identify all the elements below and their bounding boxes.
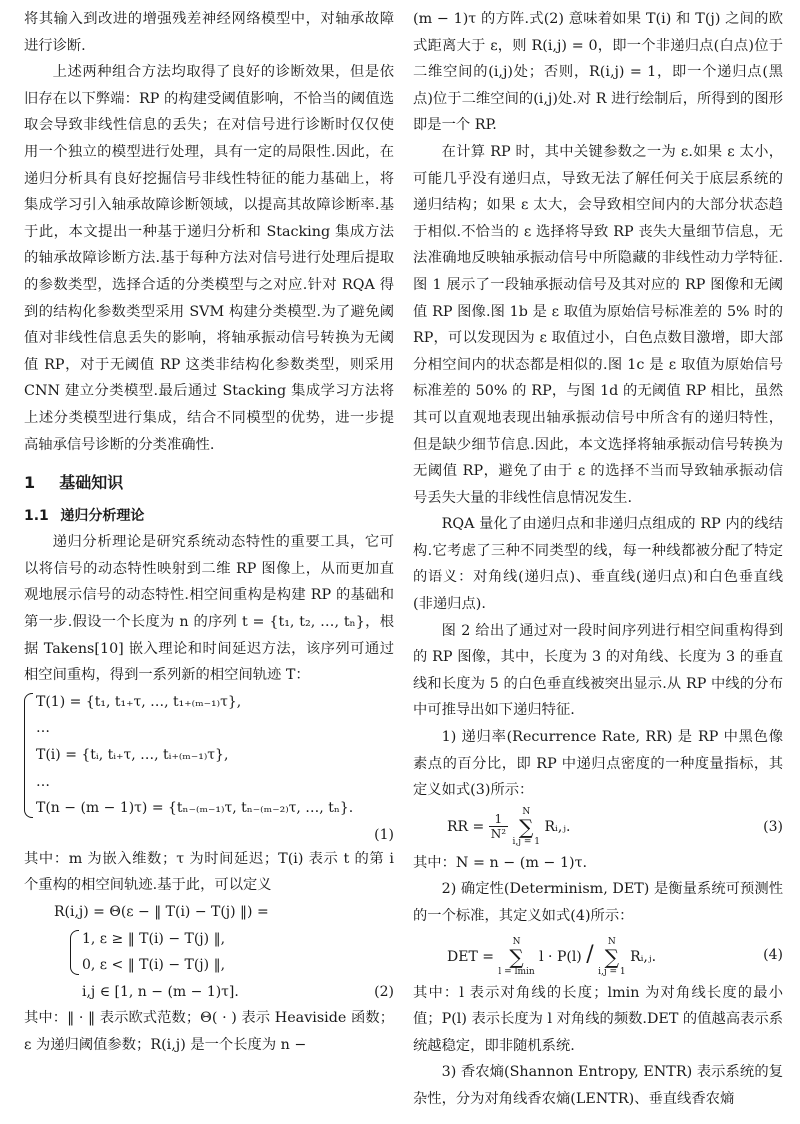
equation-4-lhs: DET =	[447, 948, 494, 965]
equation-number: (1)	[374, 826, 394, 843]
equation-brace	[24, 693, 33, 818]
equation-1	[24, 689, 394, 822]
equation-2	[24, 899, 394, 1005]
paragraph-intro-end: 将其输入到改进的增强残差神经网络模型中，对轴承故障进行诊断.	[24, 11, 394, 54]
equation-4-slash: /	[586, 941, 594, 967]
equation-3	[413, 804, 783, 850]
fraction-numerator: 1	[489, 812, 508, 827]
subsection-title: 递归分析理论	[60, 507, 145, 524]
equation-4-sum-1: N ∑ l = lmin	[498, 936, 535, 977]
equation-2-line-1: R(i,j) = Θ(ε − ‖ T(i) − T(j) ‖) =	[54, 904, 269, 920]
section-number: 1	[24, 473, 36, 493]
paragraph-entropy: 3) 香农熵(Shannon Entropy, ENTR) 表示系统的复杂性，分为对角线香农熵(LENTR)、垂直线香农熵	[413, 1064, 783, 1107]
equation-2-line-4: i,j ∈ [1, n − (m − 1)τ].	[82, 983, 239, 1000]
paragraph-epsilon: 在计算 RP 时，其中关键参数之一为 ε.如果 ε 太小，可能几乎没有递归点，导致无法了解任何关于底层系统的递归结构；如果 ε 太大，会导致相空间内的大部分状态趋于相似.不恰当的 ε 选择将导致 RP 丧失大量细节信息，无法准确地反映轴承振动信号中所隐藏的非线性动力学特征.图 1 展示了一段轴承振动信号及其对应的 RP 图像和无阈值 RP 图像.图 1b 是 ε 取值为原始信号标准差的 5% 时的 RP，可以发现因为 ε 取值过小，白色点数目激增，即大部分相空间内的状态都是相似的.图 1c 是 ε 取值为原始信号标准差的 50% 的 RP，与图 1d 的无阈值 RP 相比，虽然其可以直观地表现出轴承振动信号中所含有的递归特性，但是缺少细节信息.因此，本文选择将轴承振动信号转换为无阈值 RP，避免了由于 ε 的选择不当而导致轴承振动信号丢失大量的非线性信息情况发生.	[413, 143, 783, 506]
equation-1-line-5: T(n − (m − 1)τ) = {tₙ₋₍ₘ₋₁₎τ, tₙ₋₍ₘ₋₂₎τ, …, tₙ}.	[36, 800, 354, 817]
equation-number: (3)	[763, 818, 783, 835]
sum-upper: N	[512, 936, 521, 947]
equation-1-number-row	[24, 822, 394, 846]
paragraph-symbols: 其中：‖ · ‖ 表示欧式范数；Θ( · ) 表示 Heaviside 函数；ε 为递归阈值参数；R(i,j) 是一个长度为 n −	[24, 1010, 394, 1053]
fraction-denominator: N²	[490, 827, 507, 842]
subsection-heading-recurrence	[24, 503, 394, 530]
paragraph-det: 2) 确定性(Determinism, DET) 是衡量系统可预测性的一个标准，其定义如式(4)所示：	[413, 881, 783, 924]
equation-4-rhs: Rᵢ,ⱼ.	[630, 948, 657, 965]
equation-number: (4)	[763, 946, 783, 963]
section-title: 基础知识	[59, 473, 124, 493]
paragraph-definitions: 其中：m 为嵌入维数；τ 为时间延迟；T(i) 表示 t 的第 i 个重构的相空间轨迹.基于此，可以定义	[24, 850, 394, 894]
equation-1-line-2: …	[36, 720, 50, 737]
right-column	[413, 6, 783, 1113]
paragraph-rp-matrix: (m − 1)τ 的方阵.式(2) 意味着如果 T(i) 和 T(j) 之间的欧式距离大于 ε，则 R(i,j) = 0，即一个非递归点(白点)位于二维空间的(i,j)处；否则，R(i,j) = 1，即一个递归点(黑点)位于二维空间的(i,j)处.对 R 进行绘制后，所得到的图形即是一个 RP.	[413, 11, 783, 134]
equation-2-line-2: 1, ε ≥ ‖ T(i) − T(j) ‖,	[82, 930, 226, 947]
equation-3-sum: N ∑ i,j = 1	[512, 806, 541, 847]
sum-upper: N	[522, 806, 531, 817]
equation-4-numerator: l · P(l)	[539, 948, 582, 965]
left-column	[24, 6, 394, 1059]
subsection-number: 1.1	[24, 507, 49, 524]
paragraph-rqa: RQA 量化了由递归点和非递归点组成的 RP 内的线结构.它考虑了三种不同类型的线，每一种线都被分配了特定的语义：对角线(递归点)、垂直线(递归点)和白色垂直线(非递归点).	[413, 516, 783, 613]
paragraph-recurrence-theory: 递归分析理论是研究系统动态特性的重要工具，它可以将信号的动态特性映射到二维 RP 图像上，从而更加直观地展示信号的动态特性.相空间重构是构建 RP 的基础和第一步.假设一个长度为 n 的序列 t = {t₁, t₂, …, tₙ}，根据 Takens[10] 嵌入理论和时间延迟方法，该序列可通过相空间重构，得到一系列新的相空间轨迹 T：	[24, 534, 394, 684]
paragraph-n-definition: 其中：N = n − (m − 1)τ.	[413, 854, 588, 871]
equation-brace	[70, 930, 79, 975]
paragraph-drawbacks: 上述两种组合方法均取得了良好的诊断效果，但是依旧存在以下弊端：RP 的构建受阈值影响，不恰当的阈值选取会导致非线性信息的丢失；在对信号进行诊断时仅仅使用一个独立的模型进行处理，具有一定的局限性.因此，在递归分析具有良好挖掘信号非线性特征的能力基础上，将集成学习引入轴承故障诊断领域，以提高其故障诊断率.基于此，本文提出一种基于递归分析和 Stacking 集成方法的轴承故障诊断方法.基于每种方法对信号进行处理后提取的参数类型，选择合适的分类模型与之对应.针对 RQA 得到的结构化参数类型采用 SVM 构建分类模型.为了避免阈值对非线性信息丢失的影响，将轴承振动信号转换为无阈值 RP，对于无阈值 RP 这类非结构化参数类型，则采用 CNN 建立分类模型.最后通过 Stacking 集成学习方法将上述分类模型进行集成，结合不同模型的优势，进一步提高轴承信号诊断的分类准确性.	[24, 64, 394, 453]
sum-upper: N	[607, 936, 616, 947]
sum-lower: i,j = 1	[598, 966, 626, 977]
sum-lower: l = lmin	[498, 966, 535, 977]
paragraph-det-symbols: 其中：l 表示对角线的长度；lmin 为对角线长度的最小值；P(l) 表示长度为 l 对角线的频数.DET 的值越高表示系统越稳定，即非随机系统.	[413, 984, 784, 1054]
equation-2-cases	[70, 926, 394, 979]
equation-number: (2)	[374, 983, 394, 1000]
equation-3-rhs: Rᵢ,ⱼ.	[544, 818, 571, 835]
paragraph-rr: 1) 递归率(Recurrence Rate, RR) 是 RP 中黑色像素点的百分比，即 RP 中递归点密度的一种度量指标，其定义如式(3)所示：	[413, 729, 783, 799]
section-heading-basics	[24, 470, 394, 497]
paragraph-figure2: 图 2 给出了通过对一段时间序列进行相空间重构得到的 RP 图像，其中，长度为 3 的对角线、长度为 3 的垂直线和长度为 5 的白色垂直线被突出显示.从 RP 中线的分布中可推导出如下递归特征.	[413, 622, 783, 719]
equation-4-sum-2: N ∑ i,j = 1	[598, 936, 626, 977]
sum-lower: i,j = 1	[512, 836, 541, 847]
equation-3-lhs: RR =	[447, 818, 485, 835]
equation-1-line-3: T(i) = {tᵢ, tᵢ₊τ, …, tᵢ₊₍ₘ₋₁₎τ},	[36, 747, 229, 764]
equation-2-line-3: 0, ε < ‖ T(i) − T(j) ‖,	[82, 957, 226, 974]
equation-4	[413, 930, 783, 980]
equation-1-line-4: …	[36, 773, 50, 790]
equation-3-fraction	[489, 812, 508, 841]
equation-1-line-1: T(1) = {t₁, t₁₊τ, …, t₁₊₍ₘ₋₁₎τ},	[36, 693, 242, 710]
